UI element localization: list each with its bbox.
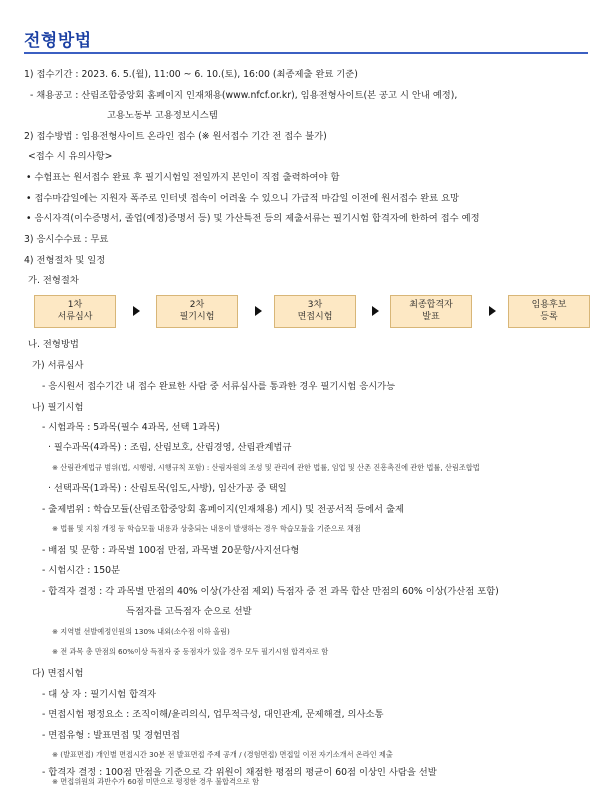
fee-line: 3) 응시수수료 : 무료 (24, 234, 109, 245)
flow-step-label: 3차 (307, 300, 323, 311)
caution-item: • 수험표는 원서접수 완료 후 필기시험일 전일까지 본인이 직접 출력하여야 함 (26, 172, 340, 183)
pass-decision-cont-line: 득점자를 고득점자 순으로 선발 (126, 606, 252, 617)
document-review-heading: 가) 서류심사 (32, 360, 84, 371)
flow-step-label: 2차 (189, 300, 205, 311)
tie-note: ※ 전 과목 총 만점의 60%이상 득점자 중 동점자가 있을 경우 모두 필기시험 합격자로 함 (52, 647, 329, 656)
scoring-line: - 배점 및 문항 : 과목별 100점 만점, 과목별 20문항/사지선다형 (42, 545, 300, 556)
right-arrow-icon (133, 306, 140, 316)
law-scope-note: ※ 산림관계법규 범위(법, 시행령, 시행규칙 포함) : 산림자원의 조성 및 관리에 관한 법률, 임업 및 산촌 진흥촉진에 관한 법률, 산림조합법 (52, 463, 480, 472)
flow-step-label: 임용후보 (531, 300, 567, 311)
interview-fail-note: ※ 면접위원의 과반수가 60점 미만으로 평정한 경우 불합격으로 함 (52, 777, 260, 786)
notice-channels-line: - 채용공고 : 산림조합중앙회 홈페이지 인재채용(www.nfcf.or.kr), 임용전형사이트(본 공고 시 안내 예정), (30, 90, 458, 101)
exam-subjects-line: - 시험과목 : 5과목(필수 4과목, 선택 1과목) (42, 422, 220, 433)
period-line: 1) 접수기간 : 2023. 6. 5.(월), 11:00 ~ 6. 10.(토), 16:00 (최종제출 완료 기준) (24, 69, 358, 80)
interview-type-line: - 면접유형 : 발표면접 및 경험면접 (42, 730, 181, 741)
flow-step-box (34, 295, 116, 328)
interview-factors-line: - 면접시험 평정요소 : 조직이해/윤리의식, 업무적극성, 대인관계, 문제해결, 의사소통 (42, 709, 384, 720)
interview-heading: 다) 면접시험 (32, 668, 84, 679)
caution-item: • 응시자격(이수증명서, 졸업(예정)증명서 등) 및 가산특전 등의 제출서류는 필기시험 합격자에 한하여 접수 예정 (26, 213, 480, 224)
pass-decision-line: - 합격자 결정 : 각 과목별 만점의 40% 이상(가산점 제외) 득점자 중 전 과목 합산 만점의 60% 이상(가산점 포함) (42, 586, 499, 597)
right-arrow-icon (372, 306, 379, 316)
right-arrow-icon (255, 306, 262, 316)
document-review-line: - 응시원서 접수기간 내 접수 완료한 사람 중 서류심사를 통과한 경우 필기시험 응시가능 (42, 381, 396, 392)
procedure-heading: 가. 전형절차 (28, 275, 79, 286)
method-subheading: 나. 전형방법 (28, 339, 79, 350)
flow-step-label: 등록 (540, 311, 558, 322)
notice-channels-cont-line: 고용노동부 고용정보시스템 (107, 110, 218, 121)
flow-step-label: 발표 (422, 311, 440, 322)
flow-step-label: 서류심사 (57, 311, 93, 322)
written-exam-heading: 나) 필기시험 (32, 402, 84, 413)
flow-step-box (508, 295, 590, 328)
interview-target-line: - 대 상 자 : 필기시험 합격자 (42, 689, 157, 700)
exam-time-line: - 시험시간 : 150분 (42, 565, 121, 576)
required-subjects-line: · 필수과목(4과목) : 조림, 산림보호, 산림경영, 산림관계법규 (48, 442, 292, 453)
caution-item: • 접수마감일에는 지원자 폭주로 인터넷 접속이 어려울 수 있으니 가급적 마감일 이전에 원서접수 완료 요망 (26, 193, 460, 204)
exam-scope-line: - 출제범위 : 학습모듈(산림조합중앙회 홈페이지(인재채용) 게시) 및 전공서적 등에서 출제 (42, 504, 404, 515)
flow-step-box (274, 295, 356, 328)
title-underline (24, 52, 588, 54)
flow-step-box (390, 295, 472, 328)
interview-type-note: ※ (발표면접) 개인별 면접시간 30분 전 발표면접 주제 공개 / (경험면접) 면접일 이전 자기소개서 온라인 제출 (52, 750, 393, 759)
cautions-heading: <접수 시 유의사항> (28, 151, 113, 162)
flow-step-box (156, 295, 238, 328)
interview-pass-line: - 합격자 결정 : 100점 만점을 기준으로 각 위원이 채점한 평점의 평균이 60점 이상인 사람을 선발 (42, 767, 437, 778)
flow-step-label: 최종합격자 (409, 300, 453, 311)
flow-step-label: 1차 (67, 300, 83, 311)
schedule-heading: 4) 전형절차 및 일정 (24, 255, 106, 266)
flow-step-label: 필기시험 (179, 311, 215, 322)
elective-subjects-line: · 선택과목(1과목) : 산림토목(임도,사방), 임산가공 중 택일 (48, 483, 287, 494)
page-title: 전형방법 (24, 31, 92, 51)
flow-step-label: 면접시험 (297, 311, 333, 322)
method-line: 2) 접수방법 : 임용전형사이트 온라인 접수 (※ 원서접수 기간 전 접수 불가) (24, 131, 327, 142)
right-arrow-icon (489, 306, 496, 316)
grading-note: ※ 법률 및 지침 개정 등 학습모듈 내용과 상충되는 내용이 발생하는 경우 학습모듈을 기준으로 채점 (52, 524, 361, 533)
selection-ratio-note: ※ 지역별 선발예정인원의 130% 내외(소수점 이하 올림) (52, 627, 230, 636)
